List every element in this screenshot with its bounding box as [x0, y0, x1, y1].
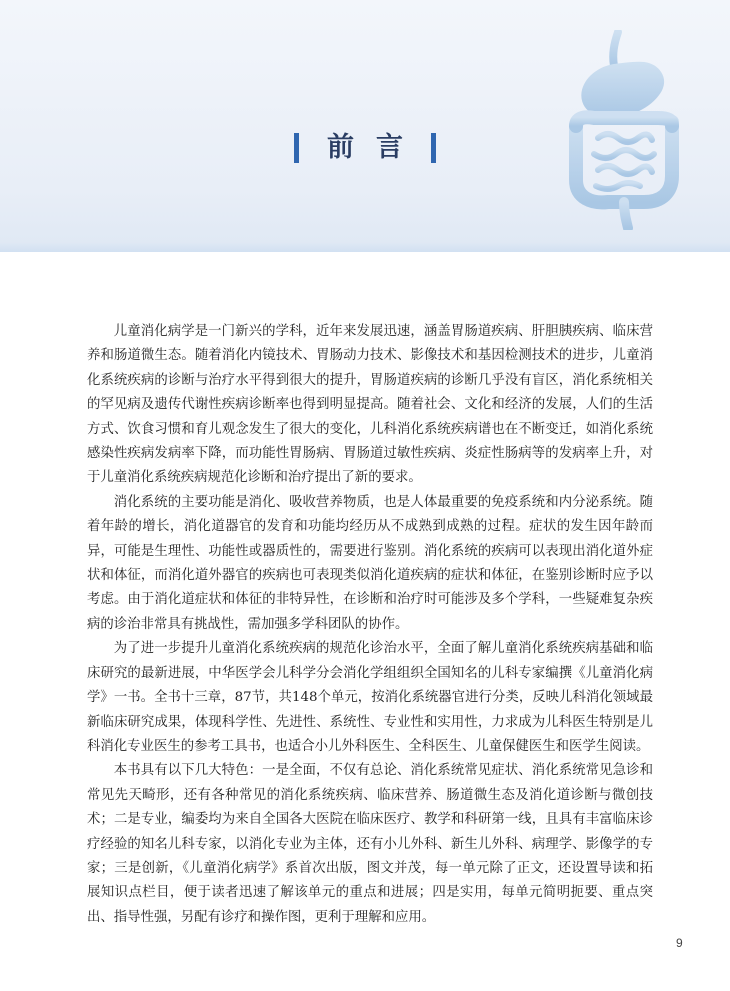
paragraph: 儿童消化病学是一门新兴的学科，近年来发展迅速，涵盖胃肠道疾病、肝胆胰疾病、临床营养和肠道微生态。随着消化内镜技术、胃肠动力技术、影像技术和基因检测技术的进步，儿童消化系统疾病的诊断与治疗水平得到很大的提升，胃肠道疾病的诊断几乎没有盲区，消化系统相关的罕见病及遗传代谢性疾病诊断率也得到明显提高。随着社会、文化和经济的发展，人们的生活方式、饮食习惯和育儿观念发生了很大的变化，儿科消化系统疾病谱也在不断变迁，如消化系统感染性疾病发病率下降，而功能性胃肠病、胃肠道过敏性疾病、炎症性肠病等的发病率上升，对于儿童消化系统疾病规范化诊断和治疗提出了新的要求。: [87, 324, 653, 486]
title-right-bar: [431, 133, 436, 163]
paragraph: 为了进一步提升儿童消化系统疾病的规范化诊治水平，全面了解儿童消化系统疾病基础和临床研究的最新进展，中华医学会儿科学分会消化学组组织全国知名的儿科专家编撰《儿童消化病学》一书。全书十三章，87节，共148个单元，按消化系统器官进行分类，反映儿科消化领域最新临床研究成果，体现科学性、先进性、系统性、专业性和实用性，力求成为儿科医生特别是儿科消化专业医生的参考工具书，也适合小儿外科医生、全科医生、儿童保健医生和医学生阅读。: [87, 641, 653, 754]
title-left-bar: [294, 133, 299, 163]
page-number: 9: [676, 936, 683, 950]
page-title: [0, 128, 730, 168]
title-text: 前言: [327, 132, 425, 163]
paragraph: 本书具有以下几大特色：一是全面，不仅有总论、消化系统常见症状、消化系统常见急诊和常见先天畸形，还有各种常见的消化系统疾病、临床营养、肠道微生态及消化道诊断与微创技术；二是专业，编委均为来自全国各大医院在临床医疗、教学和科研第一线，且具有丰富临床诊疗经验的知名儿科专家，以消化专业为主体，还有小儿外科、新生儿外科、病理学、影像学的专家；三是创新，《儿童消化病学》系首次出版，图文并茂，每一单元除了正文，还设置导读和拓展知识点栏目，便于读者迅速了解该单元的重点和进展；四是实用，每单元简明扼要、重点突出、指导性强，另配有诊疗和操作图，更利于理解和应用。: [87, 763, 653, 925]
paragraph: 消化系统的主要功能是消化、吸收营养物质，也是人体最重要的免疫系统和内分泌系统。随着年龄的增长，消化道器官的发育和功能均经历从不成熟到成熟的过程。症状的发生因年龄而异，可能是生理性、功能性或器质性的，需要进行鉴别。消化系统的疾病可以表现出消化道外症状和体征，而消化道外器官的疾病也可表现类似消化道疾病的症状和体征，在鉴别诊断时应予以考虑。由于消化道症状和体征的非特异性，在诊断和治疗时可能涉及多个学科，一些疑难复杂疾病的诊治非常具有挑战性，需加强多学科团队的协作。: [87, 494, 653, 632]
preface-body: [87, 320, 653, 930]
